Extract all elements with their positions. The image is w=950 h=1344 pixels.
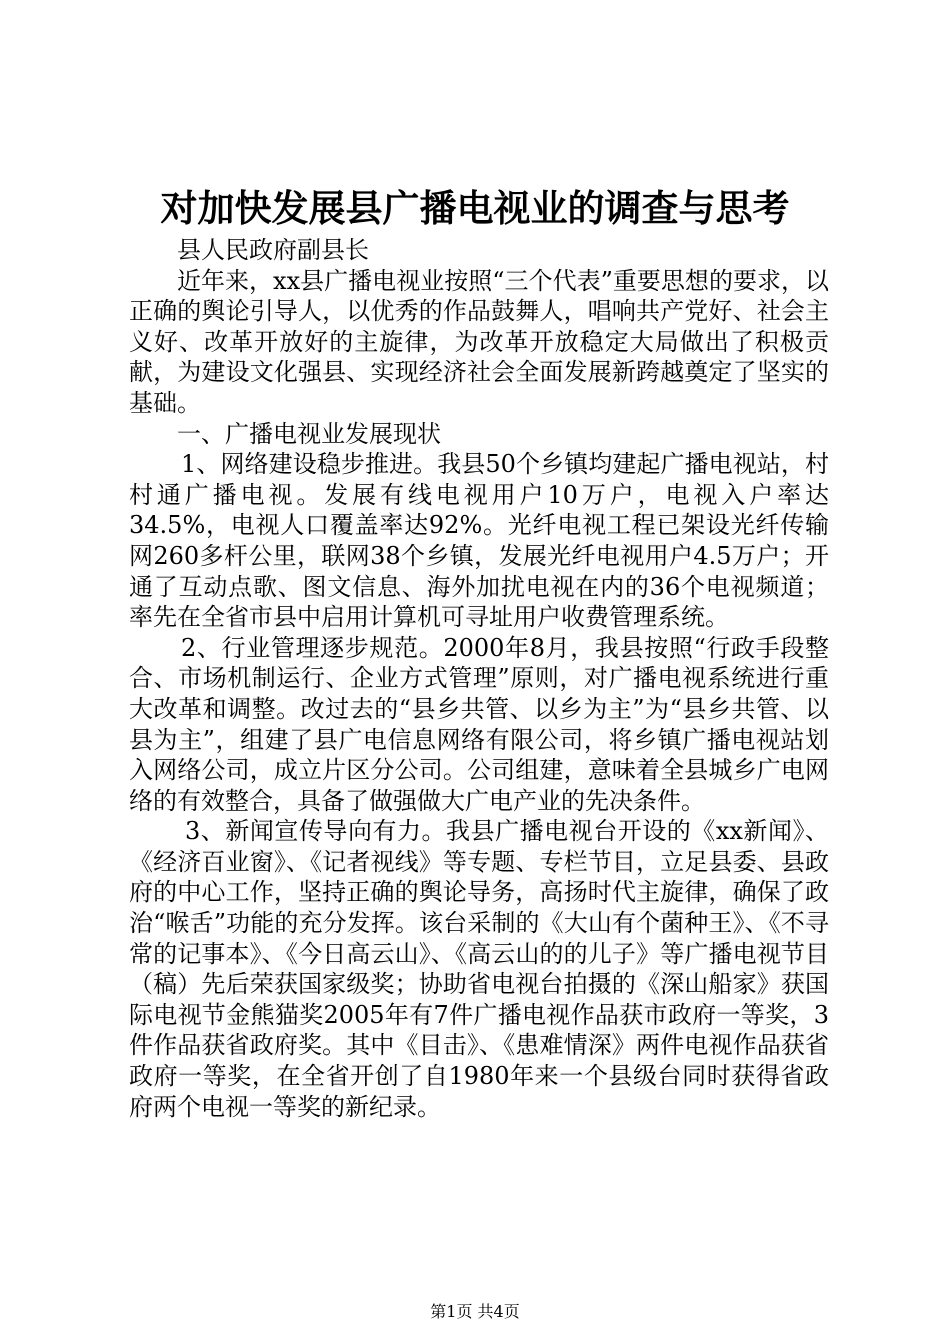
document-title: 对加快发展县广播电视业的调查与思考 <box>160 186 790 230</box>
page-number-footer: 第1页 共4页 <box>430 1302 520 1321</box>
paragraph-intro: 近年来，xx县广播电视业按照“三个代表”重要思想的要求，以正确的舆论引导人，以优秀的作品鼓舞人，唱响共产党好、社会主义好、改革开放好的主旋律，为改革开放稳定大局做出了积极贡献，为建设文化强县、实现经济社会全面发展新跨越奠定了坚实的基础。 <box>129 266 829 417</box>
document-body <box>129 235 829 1122</box>
paragraph-management: 2、行业管理逐步规范。2000年8月，我县按照“行政手段整合、市场机制运行、企业方式管理”原则，对广播电视系统进行重大改革和调整。改过去的“县乡共管、以乡为主”为“县乡共管、以县为主”，组建了县广电信息网络有限公司，将乡镇广播电视站划入网络公司，成立片区分公司。公司组建，意味着全县城乡广电网络的有效整合，具备了做强做大广电产业的先决条件。 <box>129 633 829 815</box>
author-line: 县人民政府副县长 <box>177 236 369 264</box>
paragraph-network: 1、网络建设稳步推进。我县50个乡镇均建起广播电视站，村村通广播电视。发展有线电视用户10万户，电视入户率达34.5%，电视人口覆盖率达92%。光纤电视工程已架设光纤传输网260多杆公里，联网38个乡镇，发展光纤电视用户4.5万户；开通了互动点歌、图文信息、海外加扰电视在内的36个电视频道；率先在全省市县中启用计算机可寻址用户收费管理系统。 <box>129 450 829 632</box>
section-heading: 一、广播电视业发展现状 <box>177 419 441 448</box>
paragraph-news: 3、新闻宣传导向有力。我县广播电视台开设的《xx新闻》、《经济百业窗》、《记者视线》等专题、专栏节目，立足县委、县政府的中心工作，坚持正确的舆论导务，高扬时代主旋律，确保了政治“喉舌”功能的充分发挥。该台采制的《大山有个菌种王》、《不寻常的记事本》、《今日高云山》、《高云山的的儿子》等广播电视节目（稿）先后荣获国家级奖；协助省电视台拍摄的《深山船家》获国际电视节金熊猫奖2005年有7件广播电视作品获市政府一等奖，3件作品获省政府奖。其中《目击》、《患难情深》两件电视作品获省政府一等奖，在全省开创了自1980年来一个县级台同时获得省政府两个电视一等奖的新纪录。 <box>129 817 829 1121</box>
